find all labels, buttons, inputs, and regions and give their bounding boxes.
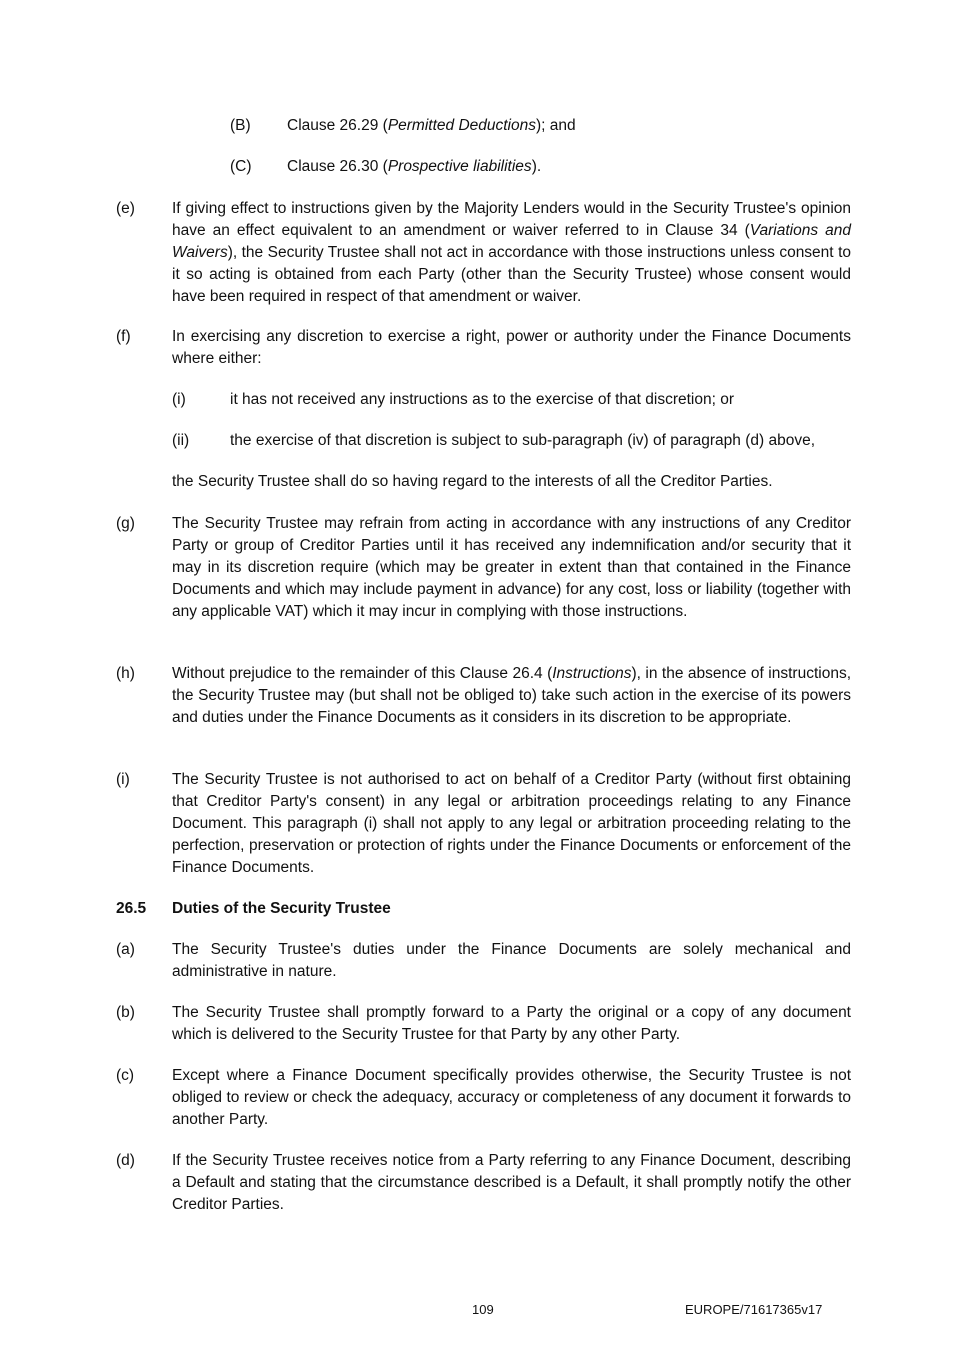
para-label: (ii) (172, 432, 190, 449)
para-label: (i) (172, 391, 186, 408)
para-label: (h) (116, 665, 135, 682)
para-label: (f) (116, 328, 131, 345)
para-label: (d) (116, 1152, 135, 1169)
para-text: the exercise of that discretion is subject to sub-paragraph (iv) of paragraph (d) above, (230, 432, 816, 449)
para-text: The Security Trustee is not authorised to act on behalf of a Creditor Party (without first obtaining that Creditor Party's consent) in any legal or arbitration proceedings relating to any Finance Document. This paragraph (i) shall not apply to any legal or arbitration proceeding relating to the perfection, preservation or protection of rights under the Finance Documents or enforcement of the Finance Documents. (172, 771, 851, 876)
para-text: Clause 26.30 (Prospective liabilities). (287, 158, 542, 175)
section-number: 26.5 (116, 900, 147, 917)
para-label: (i) (116, 771, 130, 788)
para-text: it has not received any instructions as to the exercise of that discretion; or (230, 391, 735, 408)
section-title: Duties of the Security Trustee (172, 900, 391, 917)
para-text: the Security Trustee shall do so having regard to the interests of all the Creditor Parties. (172, 473, 773, 490)
document-reference: EUROPE/71617365v17 (685, 1302, 823, 1317)
para-text: The Security Trustee shall promptly forward to a Party the original or a copy of any document which is delivered to the Security Trustee for that Party by any other Party. (172, 1004, 851, 1043)
para-label: (C) (230, 158, 252, 175)
para-text: In exercising any discretion to exercise a right, power or authority under the Finance Documents where either: (172, 328, 851, 367)
para-label: (e) (116, 200, 135, 217)
para-text: Clause 26.29 (Permitted Deductions); and (287, 117, 576, 134)
para-label: (c) (116, 1067, 135, 1084)
para-label: (B) (230, 117, 251, 134)
para-text: If giving effect to instructions given by the Majority Lenders would in the Security Trustee's opinion have an effect equivalent to an amendment or waiver referred to in Clause 34 (Variations and Waivers), the Security Trustee shall not act in accordance with those instructions unless consent to it so acting is obtained from each Party (other than the Security Trustee) whose consent would have been required in respect of that amendment or waiver. (172, 200, 851, 305)
para-text: The Security Trustee may refrain from acting in accordance with any instructions of any Creditor Party or group of Creditor Parties until it has received any indemnification and/or security that it may in its discretion require (which may be greater in extent than that contained in the Finance Documents and which may include payment in advance) for any cost, loss or liability (together with any applicable VAT) which it may incur in complying with those instructions. (172, 515, 851, 620)
para-text: The Security Trustee's duties under the Finance Documents are solely mechanical and administrative in nature. (172, 941, 851, 980)
para-text: Except where a Finance Document specifically provides otherwise, the Security Trustee is not obliged to review or check the adequacy, accuracy or completeness of any document it forwards to another Party. (172, 1067, 851, 1128)
page-number: 109 (472, 1302, 494, 1317)
para-text: Without prejudice to the remainder of this Clause 26.4 (Instructions), in the absence of instructions, the Security Trustee may (but shall not be obliged to) take such action in the exercise of its powers and duties under the Finance Documents as it considers in its discretion to be appropriate. (172, 665, 851, 726)
para-label: (b) (116, 1004, 135, 1021)
para-label: (a) (116, 941, 135, 958)
para-label: (g) (116, 515, 135, 532)
para-text: If the Security Trustee receives notice from a Party referring to any Finance Document, describing a Default and stating that the circumstance described is a Default, it shall promptly notify the other Creditor Parties. (172, 1152, 851, 1213)
